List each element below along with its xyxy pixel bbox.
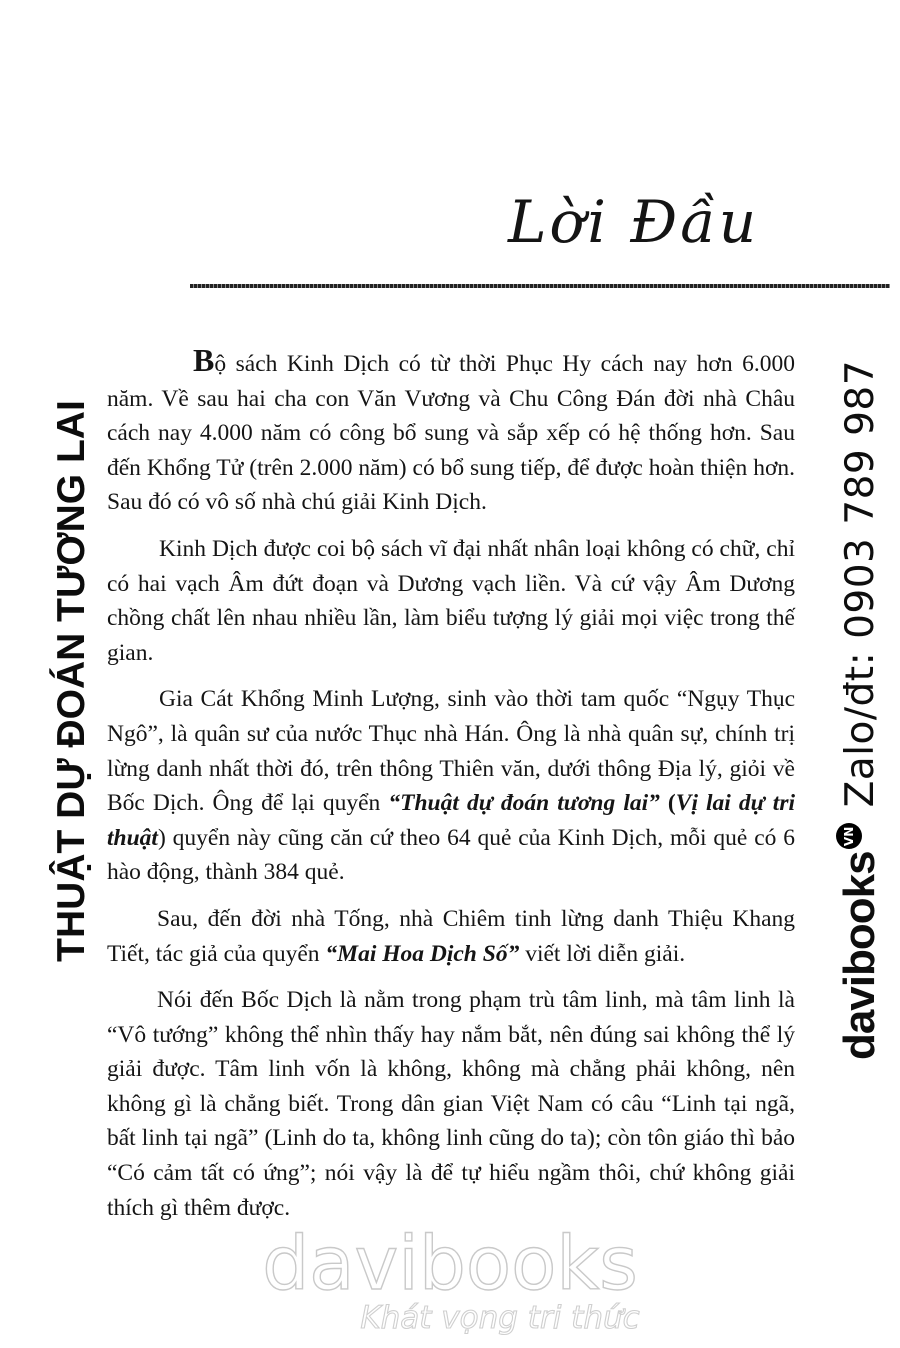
heading-divider — [190, 284, 890, 288]
watermark-logo: davibooks — [262, 1221, 638, 1307]
paragraph-4 — [107, 902, 795, 971]
watermark-slogan: Khát vọng tri thức — [360, 1300, 640, 1336]
paragraph-1-text: ộ sách Kinh Dịch có từ thời Phục Hy cách nay hơn 6.000 năm. Về sau hai cha con Văn Vương và Chu Công Đán đời nhà Châu cách nay 4.000 năm có công bổ sung và sắp xếp có hệ thống hơn. Sau đến Khổng Tử (trên 2.000 năm) có bổ sung tiếp, để được hoàn thiện hơn. Sau đó có vô số nhà chú giải Kinh Dịch. — [107, 351, 795, 516]
page-heading: Lời Đầu — [508, 188, 760, 256]
book-title-thuat-du-doan: “Thuật dự đoán tương lai” — [388, 790, 660, 817]
paragraph-2: Kinh Dịch được coi bộ sách vĩ đại nhất nhân loại không có chữ, chỉ có hai vạch Âm đứt đoạn và Dương vạch liền. Và cứ vậy Âm Dương chồng chất lên nhau nhiều lần, làm biểu tượng lý giải mọi việc trong thế gian. — [107, 535, 795, 666]
preface-body — [107, 342, 795, 1237]
paragraph-4-text-a: Sau, đến đời nhà Tống, nhà Chiêm tinh lừng danh Thiệu Khang Tiết, tác giả của quyển — [107, 905, 795, 967]
side-brand-contact — [830, 350, 890, 1070]
contact-phone: Zalo/đt: 0903 789 987 — [837, 359, 883, 808]
brand-logo: davibooks — [835, 851, 884, 1061]
registered-mark-icon: VN — [836, 823, 862, 849]
paragraph-3-paren: ( — [659, 790, 676, 817]
paragraph-4-text-c: viết lời diễn giải. — [519, 940, 686, 967]
paragraph-5: Nói đến Bốc Dịch là nằm trong phạm trù tâm linh, mà tâm linh là “Vô tướng” không thể nhìn thấy hay nắm bắt, nên đúng sai không thể lý giải được. Tâm linh vốn là không, không mà chẳng phải không, nên không gì là chẳng biết. Trong dân gian Việt Nam có câu “Linh tại ngã, bất linh tại ngã” (Linh do ta, không linh cũng do ta); còn tôn giáo thì bảo “Có cảm tất có ứng”; nói vậy là để tự hiểu ngầm thôi, chứ không giải thích gì thêm được. — [107, 987, 795, 1221]
paragraph-1 — [107, 342, 795, 520]
book-title-mai-hoa: “Mai Hoa Dịch Số” — [325, 940, 520, 967]
paragraph-3-text-a: Gia Cát Khổng Minh Lượng, sinh vào thời tam quốc “Ngụy Thục Ngô”, là quân sư của nước Thục nhà Hán. Ông là nhà quân sự, chính trị lừng danh nhất thời đó, trên thông Thiên văn, dưới thông Địa lý, giỏi về Bốc Dịch. Ông để lại quyển — [107, 686, 795, 817]
paragraph-3-text-e: ) quyển này cũng căn cứ theo 64 quẻ của Kinh Dịch, mỗi quẻ có 6 hào động, thành 384 quẻ. — [107, 824, 795, 886]
book-title-vi-lai: Vị lai dự tri thuật — [107, 790, 795, 851]
drop-cap: B — [193, 342, 215, 378]
paragraph-3 — [107, 682, 795, 890]
side-book-title: THUẬT DỰ ĐOÁN TƯƠNG LAI — [50, 400, 93, 962]
